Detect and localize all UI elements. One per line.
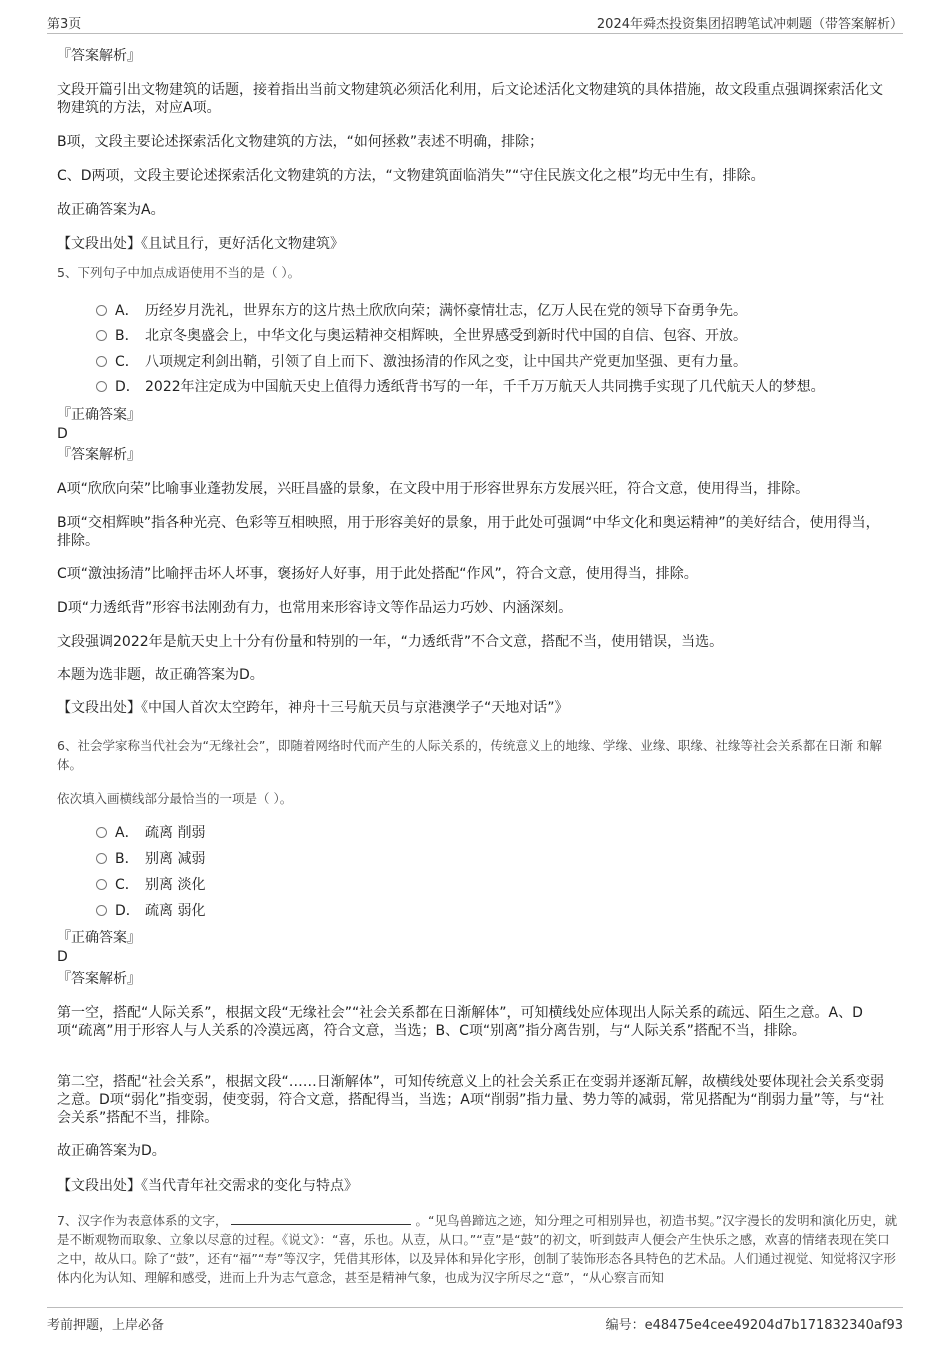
q5-analysis-p5: 文段强调2022年是航天史上十分有份量和特别的一年，“力透纸背”不合文意，搭配不当，使用错误，当选。 bbox=[57, 634, 724, 650]
q6-answer: D bbox=[57, 949, 68, 965]
q4-analysis-p1: 文段开篇引出文物建筑的话题，接着指出当前文物建筑必须活化利用，后文论述活化文物建筑的具体措施，故文段重点强调探索活化文物建筑的方法，对应A项。 bbox=[57, 82, 883, 116]
q6-stem: 6、社会学家称当代社会为“无缘社会”，即随着网络时代而产生的人际关系的，传统意义上的地缘、学缘、业缘、职缘、社缘等社会关系都在日渐 和解体。 bbox=[57, 738, 882, 772]
radio-icon[interactable] bbox=[96, 381, 107, 392]
q6-analysis-label: 『答案解析』 bbox=[57, 971, 141, 987]
radio-icon[interactable] bbox=[96, 356, 107, 367]
q7-stem: 7、汉字作为表意体系的文字， 。“见鸟兽蹄迒之迹，知分理之可相别异也，初造书契。”汉字漫长的发明和演化历史，就是不断观物而取象、立象以尽意的过程。《说文》：“喜，乐也。从壴，从口。”“壴”是“鼓”的初文，听到鼓声人便会产生快乐之感，欢喜的情绪表现在笑口之中，故从口。除了“鼓”，还有“福”“寿”等汉字，凭借其形体，以及异体和异化字形，创制了装饰形态各具特色的艺术品。人们通过视觉、知觉将汉字形体内化为认知、理解和感受，进而上升为志气意念，甚至是精神气象，也成为汉字所尽之“意”，“从心察言而知 bbox=[57, 1213, 898, 1285]
q6-option-a[interactable]: A． 疏离 削弱 bbox=[96, 824, 205, 842]
q5-analysis-p1: A项“欣欣向荣”比喻事业蓬勃发展，兴旺昌盛的景象，在文段中用于形容世界东方发展兴旺，符合文意，使用得当，排除。 bbox=[57, 481, 810, 497]
radio-icon[interactable] bbox=[96, 905, 107, 916]
q4-source: 【文段出处】《且试且行，更好活化文物建筑》 bbox=[57, 236, 344, 252]
q5-source: 【文段出处】《中国人首次太空跨年，神舟十三号航天员与京港澳学子“天地对话”》 bbox=[57, 700, 569, 716]
q6-source: 【文段出处】《当代青年社交需求的变化与特点》 bbox=[57, 1178, 358, 1194]
footer-divider bbox=[47, 1307, 903, 1308]
q5-analysis-label: 『答案解析』 bbox=[57, 447, 141, 463]
radio-icon[interactable] bbox=[96, 305, 107, 316]
page-number: 第3页 bbox=[47, 17, 82, 32]
q4-analysis-p4: 故正确答案为A。 bbox=[57, 202, 165, 218]
document-title: 2024年舜杰投资集团招聘笔试冲刺题（带答案解析） bbox=[596, 17, 903, 32]
document-id: 编号：e48475e4cee49204d7b171832340af93 bbox=[605, 1318, 903, 1333]
radio-icon[interactable] bbox=[96, 879, 107, 890]
q4-analysis-p3: C、D两项，文段主要论述探索活化文物建筑的方法，“文物建筑面临消失”“守住民族文化之根”均无中生有，排除。 bbox=[57, 168, 765, 184]
q6-option-d[interactable]: D． 疏离 弱化 bbox=[96, 902, 205, 920]
q6-answer-label: 『正确答案』 bbox=[57, 930, 141, 946]
q5-stem: 5、下列句子中加点成语使用不当的是（ ）。 bbox=[57, 265, 301, 280]
fill-blank[interactable] bbox=[231, 1212, 411, 1225]
q5-answer: D bbox=[57, 426, 68, 442]
q5-analysis-p4: D项“力透纸背”形容书法刚劲有力，也常用来形容诗文等作品运力巧妙、内涵深刻。 bbox=[57, 600, 573, 616]
q6-option-b[interactable]: B． 别离 减弱 bbox=[96, 850, 205, 868]
radio-icon[interactable] bbox=[96, 330, 107, 341]
header-divider bbox=[47, 33, 903, 34]
q5-option-c[interactable]: C． 八项规定利剑出鞘，引领了自上而下、激浊扬清的作风之变，让中国共产党更加坚强、更有力量。 bbox=[96, 353, 747, 371]
q6-option-c[interactable]: C． 别离 淡化 bbox=[96, 876, 205, 894]
q6-analysis-p1: 第一空，搭配“人际关系”，根据文段“无缘社会”“社会关系都在日渐解体”，可知横线处应体现出人际关系的疏远、陌生之意。A、D项“疏离”用于形容人与人关系的冷漠远离，符合文意，当选；B、C项“别离”指分离告别，与“人际关系”搭配不当，排除。 bbox=[57, 1005, 863, 1039]
page-header bbox=[47, 13, 903, 31]
q5-answer-label: 『正确答案』 bbox=[57, 407, 141, 423]
q6-analysis-p2: 第二空，搭配“社会关系”，根据文段“……日渐解体”，可知传统意义上的社会关系正在变弱并逐渐瓦解，故横线处要体现社会关系变弱之意。D项“弱化”指变弱，使变弱，符合文意，搭配得当，当选；A项“削弱”指力量、势力等的减弱，常见搭配为“削弱力量”等，与“社会关系”搭配不当，排除。 bbox=[57, 1074, 885, 1126]
q5-option-b[interactable]: B． 北京冬奥盛会上，中华文化与奥运精神交相辉映，全世界感受到新时代中国的自信、包容、开放。 bbox=[96, 327, 747, 345]
q5-option-a[interactable]: A． 历经岁月洗礼，世界东方的这片热土欣欣向荣；满怀豪情壮志，亿万人民在党的领导下奋勇争先。 bbox=[96, 302, 747, 320]
q5-analysis-p3: C项“激浊扬清”比喻抨击坏人坏事，褒扬好人好事，用于此处搭配“作风”，符合文意，使用得当，排除。 bbox=[57, 566, 698, 582]
q5-option-d[interactable]: D． 2022年注定成为中国航天史上值得力透纸背书写的一年，千千万万航天人共同携手实现了几代航天人的梦想。 bbox=[96, 378, 825, 396]
q4-analysis-p2: B项，文段主要论述探索活化文物建筑的方法，“如何拯救”表述不明确，排除； bbox=[57, 134, 544, 150]
q5-analysis-p6: 本题为选非题，故正确答案为D。 bbox=[57, 667, 264, 683]
q6-instruction: 依次填入画横线部分最恰当的一项是（ ）。 bbox=[57, 791, 293, 806]
radio-icon[interactable] bbox=[96, 853, 107, 864]
radio-icon[interactable] bbox=[96, 827, 107, 838]
q6-analysis-p3: 故正确答案为D。 bbox=[57, 1143, 166, 1159]
q4-analysis-label: 『答案解析』 bbox=[57, 48, 141, 64]
footer-slogan: 考前押题，上岸必备 bbox=[47, 1318, 165, 1333]
q5-analysis-p2: B项“交相辉映”指各种光亮、色彩等互相映照，用于形容美好的景象，用于此处可强调“中华文化和奥运精神”的美好结合，使用得当，排除。 bbox=[57, 515, 880, 549]
